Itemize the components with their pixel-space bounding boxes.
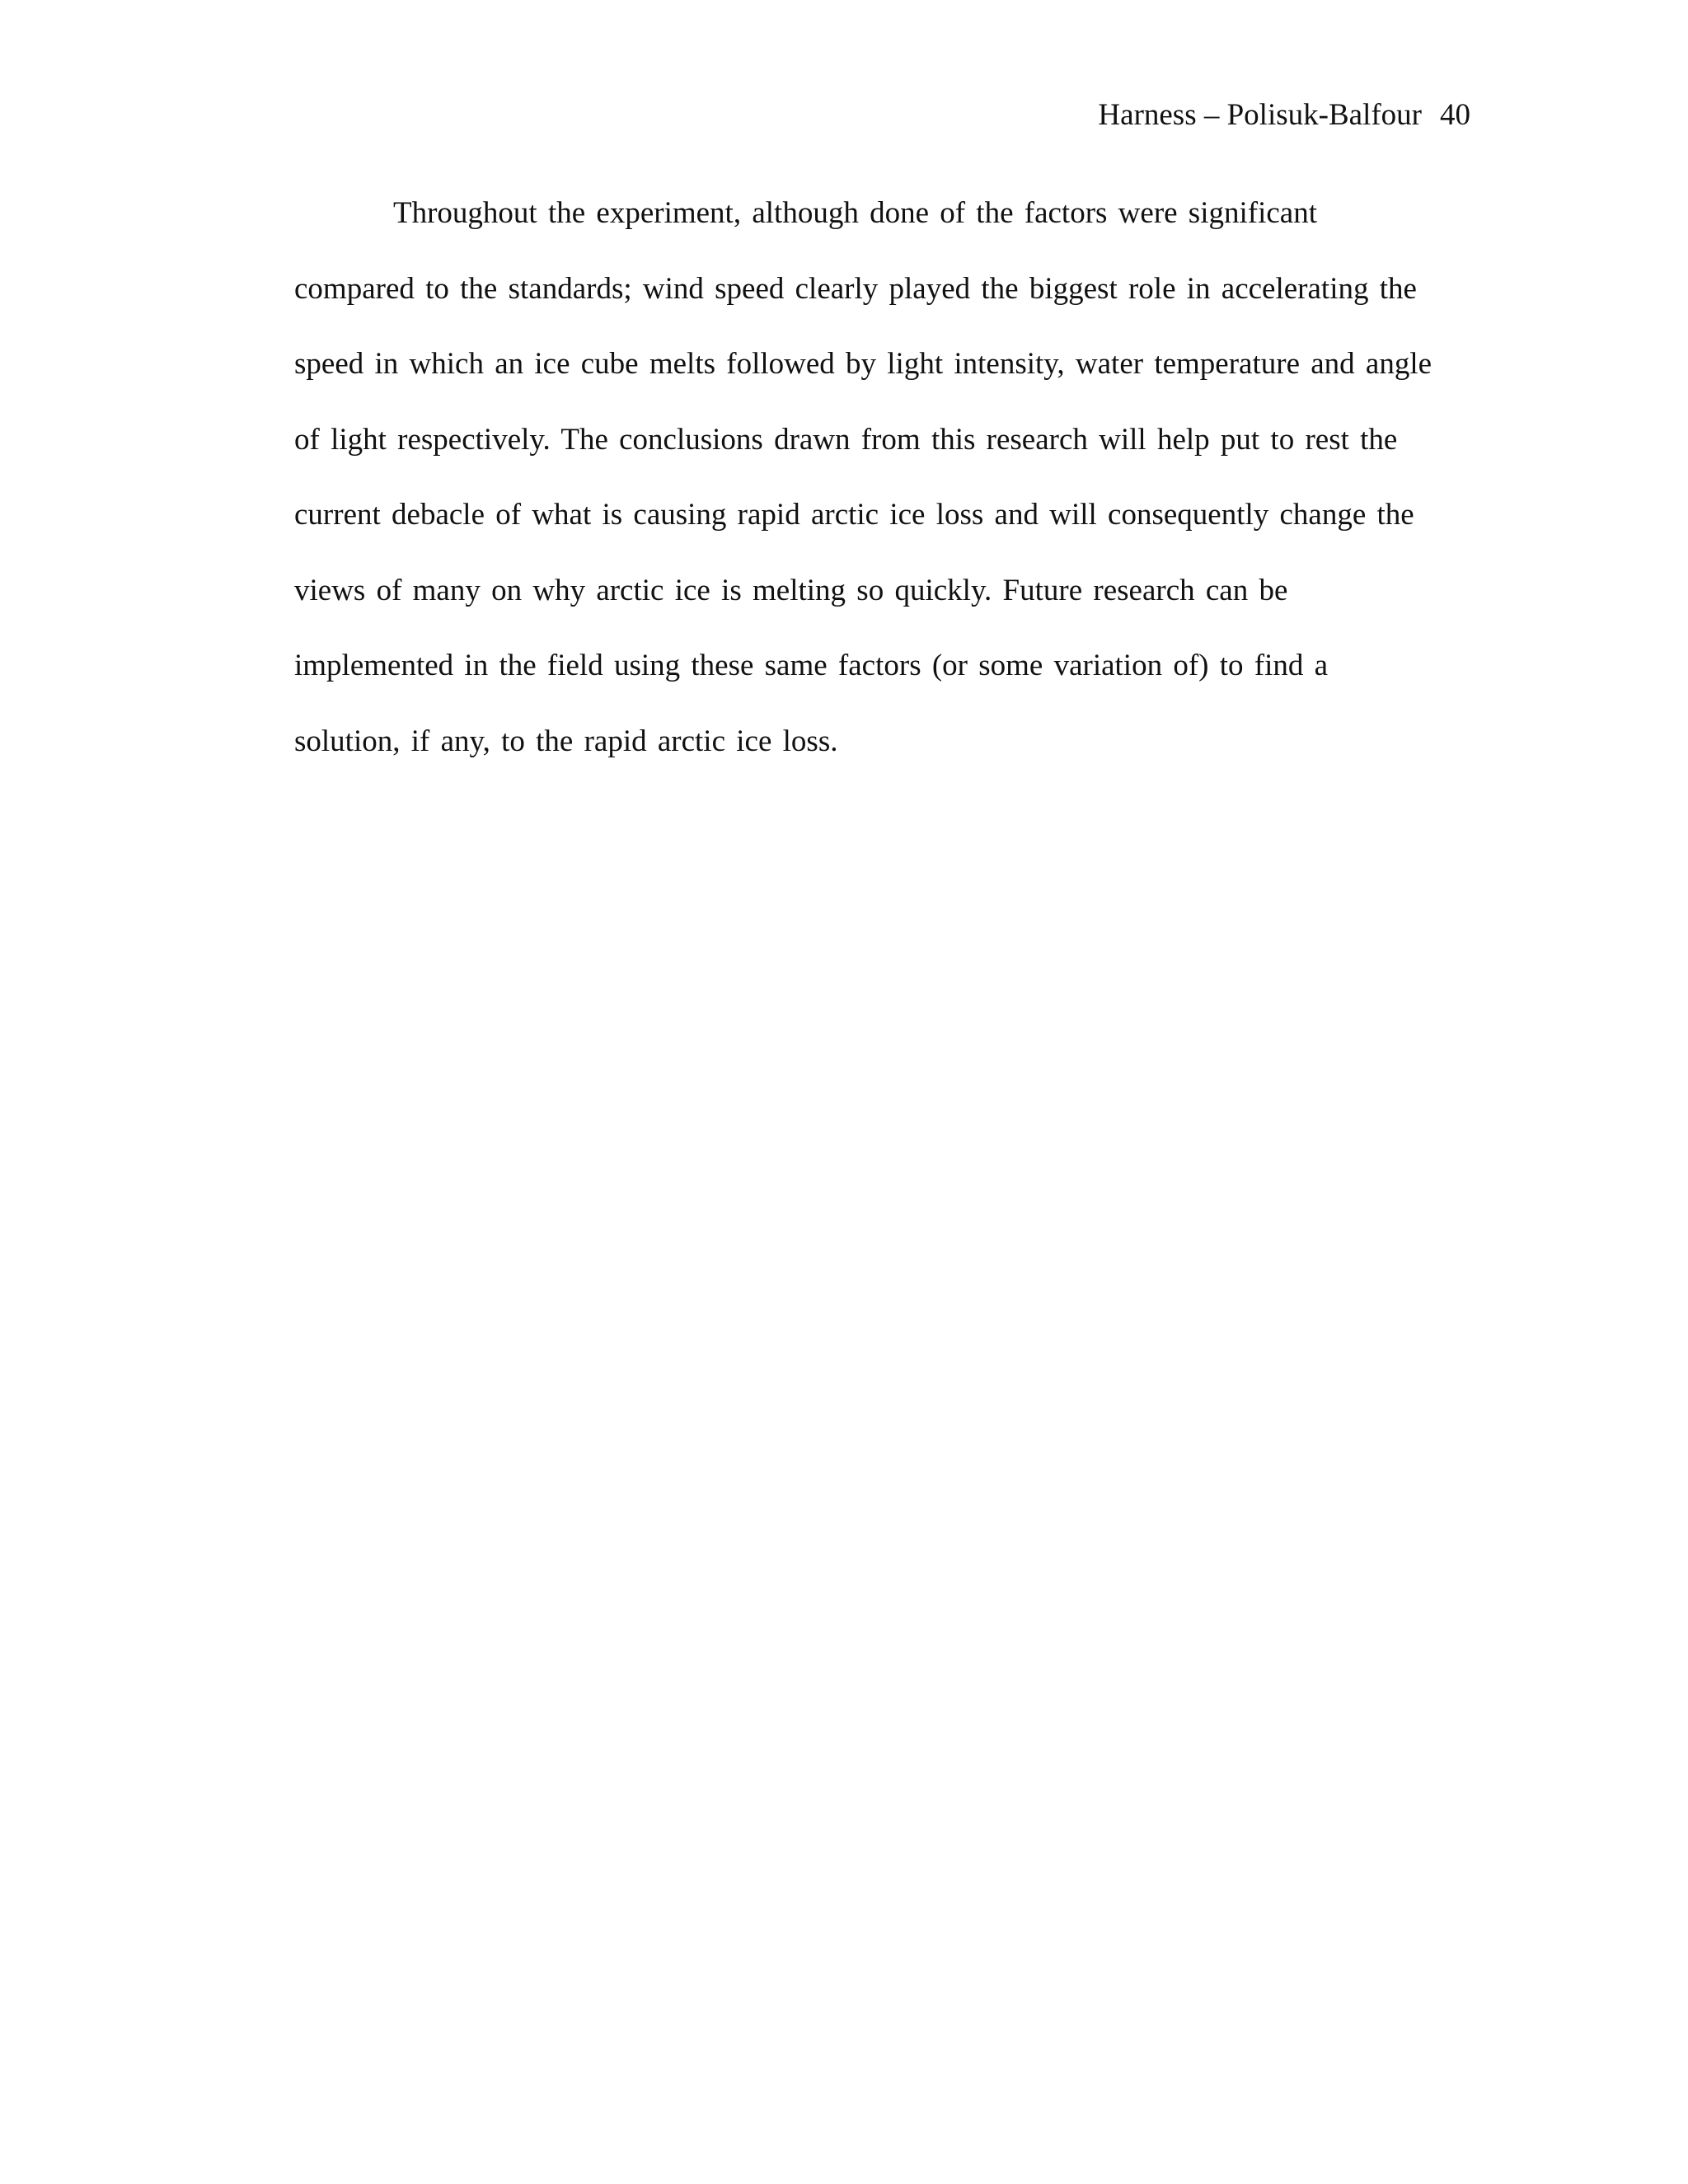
running-head — [1098, 96, 1470, 135]
body-paragraph — [294, 191, 1469, 794]
paragraph-line: current debacle of what is causing rapid arctic ice loss and will consequently change the — [294, 498, 1414, 532]
paragraph-line: solution, if any, to the rapid arctic ice loss. — [294, 724, 838, 758]
paragraph-line: implemented in the field using these same factors (or some variation of) to find a — [294, 649, 1329, 682]
running-head-title: Harness – Polisuk-Balfour — [1098, 98, 1422, 132]
paragraph-line: views of many on why arctic ice is melting so quickly. Future research can be — [294, 573, 1288, 607]
paragraph-line: compared to the standards; wind speed clearly played the biggest role in accelerating the — [294, 271, 1417, 306]
paragraph-line: Throughout the experiment, although done of the factors were significant — [393, 196, 1317, 230]
page-number: 40 — [1440, 98, 1470, 132]
paragraph-line: speed in which an ice cube melts followed by light intensity, water temperature and angle — [294, 347, 1432, 381]
paragraph-line: of light respectively. The conclusions drawn from this research will help put to rest the — [294, 422, 1398, 457]
